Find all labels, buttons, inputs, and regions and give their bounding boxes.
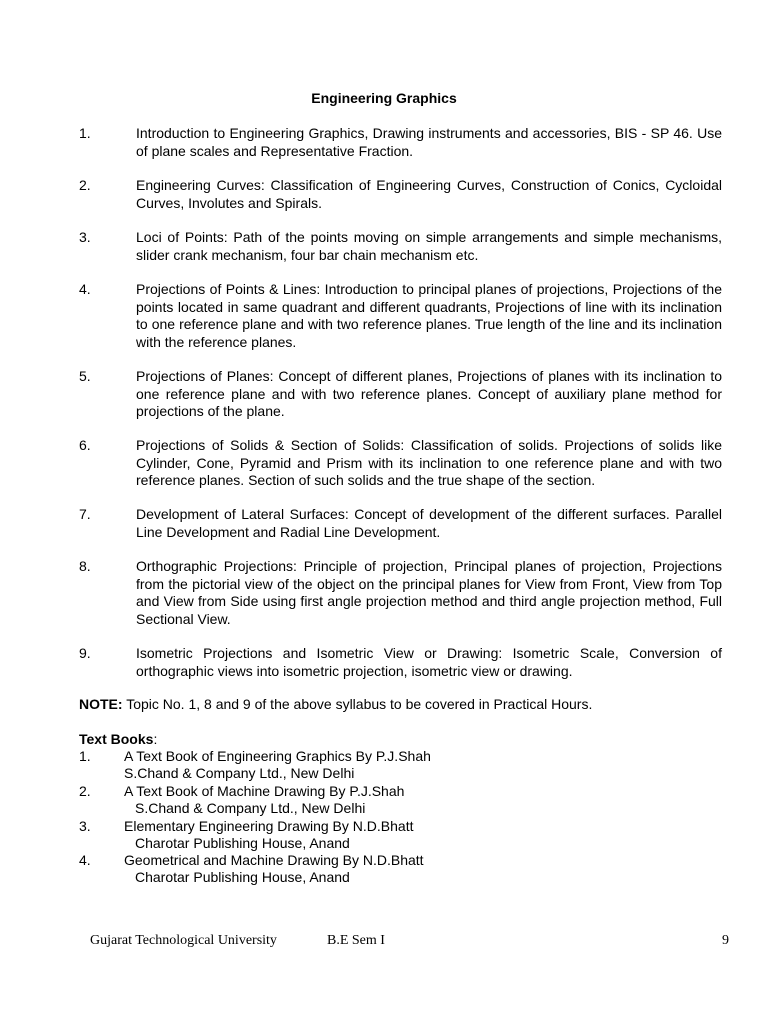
topic-text: Orthographic Projections: Principle of projection, Principal planes of projection, Projections from the pictorial view of the object on the principal planes for View from Front, View from Top and View from Side using first angle projection method and third angle projection method, Full Sectional View. — [136, 558, 722, 627]
topic-text: Introduction to Engineering Graphics, Drawing instruments and accessories, BIS - SP 46. Use of plane scales and Representative Fraction. — [136, 125, 722, 159]
book-title: A Text Book of Engineering Graphics By P.J.Shah — [124, 748, 431, 764]
note-text: Topic No. 1, 8 and 9 of the above syllabus to be covered in Practical Hours. — [122, 696, 593, 712]
topic-number: 2. — [79, 177, 91, 193]
page-title: Engineering Graphics — [311, 90, 457, 106]
book-number: 3. — [79, 818, 91, 834]
topic-text: Isometric Projections and Isometric View or Drawing: Isometric Scale, Conversion of orthographic views into isometric projection, isometric view or drawing. — [136, 645, 722, 679]
note-label: NOTE: — [79, 696, 123, 712]
book-publisher: S.Chand & Company Ltd., New Delhi — [124, 765, 355, 781]
book-number: 4. — [79, 852, 91, 868]
topic-text: Development of Lateral Surfaces: Concept of development of the different surfaces. Parallel Line Development and Radial Line Development. — [136, 506, 722, 540]
topic-item — [79, 437, 722, 490]
book-title: Elementary Engineering Drawing By N.D.Bhatt — [124, 818, 414, 834]
topic-number: 1. — [79, 125, 91, 141]
footer-semester: B.E Sem I — [327, 933, 385, 948]
book-number: 1. — [79, 748, 91, 764]
topic-text: Projections of Planes: Concept of different planes, Projections of planes with its inclination to one reference plane and with two reference planes. Concept of auxiliary plane method for projections of the plane. — [136, 368, 722, 419]
topic-number: 5. — [79, 368, 91, 384]
text-books-heading — [79, 731, 157, 748]
syllabus-note — [79, 696, 722, 713]
topic-item — [79, 229, 722, 264]
topic-item — [79, 177, 722, 212]
topic-text: Projections of Solids & Section of Solids: Classification of solids. Projections of solids like Cylinder, Cone, Pyramid and Prism with its inclination to one reference plane and with two reference planes. Section of such solids and the true shape of the section. — [136, 437, 722, 488]
book-publisher: Charotar Publishing House, Anand — [135, 869, 350, 885]
book-title: Geometrical and Machine Drawing By N.D.Bhatt — [124, 852, 424, 868]
book-number: 2. — [79, 783, 91, 799]
topic-number: 6. — [79, 437, 91, 453]
topic-number: 8. — [79, 558, 91, 574]
topic-item — [79, 645, 722, 680]
topic-item — [79, 558, 722, 628]
topic-item — [79, 368, 722, 421]
topic-item — [79, 506, 722, 541]
topic-item — [79, 281, 722, 351]
book-title: A Text Book of Machine Drawing By P.J.Shah — [124, 783, 405, 799]
topic-number: 9. — [79, 645, 91, 661]
topic-number: 4. — [79, 281, 91, 297]
text-books-colon: : — [153, 731, 158, 747]
topic-item — [79, 125, 722, 160]
book-publisher: Charotar Publishing House, Anand — [135, 835, 350, 851]
text-books-label: Text Books — [79, 731, 154, 747]
footer-page-number: 9 — [722, 933, 729, 948]
topic-number: 7. — [79, 506, 91, 522]
topic-text: Projections of Points & Lines: Introduction to principal planes of projections, Projections of the points located in same quadrant and different quadrants, Projections of line with its inclination to one reference plane and with two reference planes. True length of the line and its inclination with the reference planes. — [136, 281, 722, 350]
topic-text: Engineering Curves: Classification of Engineering Curves, Construction of Conics, Cycloidal Curves, Involutes and Spirals. — [136, 177, 722, 211]
book-publisher: S.Chand & Company Ltd., New Delhi — [135, 800, 366, 816]
footer-university: Gujarat Technological University — [90, 933, 277, 948]
topic-number: 3. — [79, 229, 91, 245]
topic-text: Loci of Points: Path of the points moving on simple arrangements and simple mechanisms, slider crank mechanism, four bar chain mechanism etc. — [136, 229, 722, 263]
